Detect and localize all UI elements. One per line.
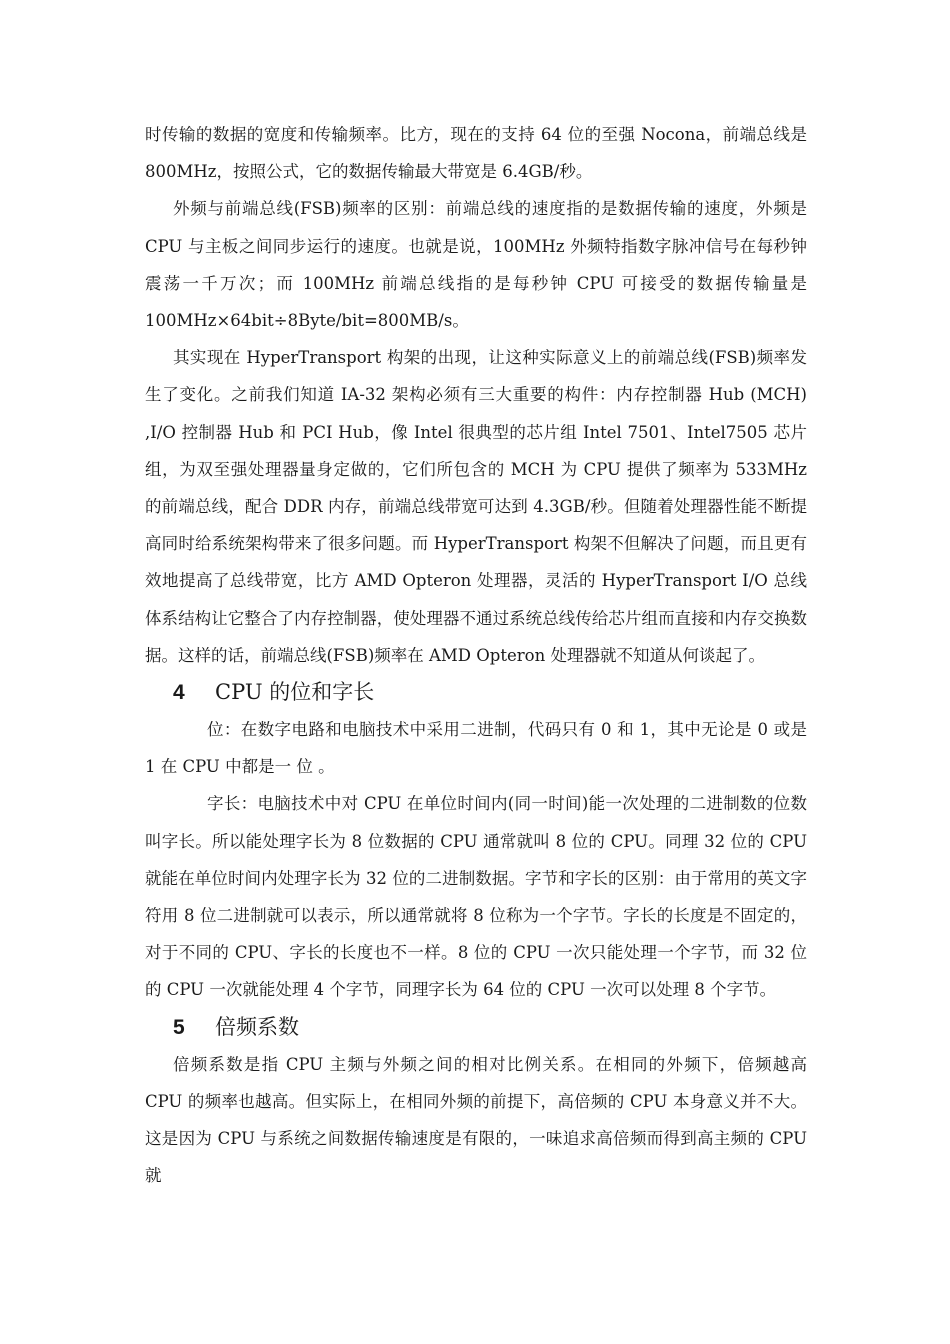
paragraph-multiplier: 倍频系数是指 CPU 主频与外频之间的相对比例关系。在相同的外频下，倍频越高 CPU 的频率也越高。但实际上，在相同外频的前提下，高倍频的 CPU 本身意义并不大。这是因为 CPU 与系统之间数据传输速度是有限的，一味追求高倍频而得到高主频的 CPU 就 [145, 1054, 807, 1186]
paragraph-word-length: 字长：电脑技术中对 CPU 在单位时间内(同一时间)能一次处理的二进制数的位数叫字长。所以能处理字长为 8 位数据的 CPU 通常就叫 8 位的 CPU。同理 32 位的 CPU 就能在单位时间内处理字长为 32 位的二进制数据。字节和字长的区别：由于常用的英文字符用 8 位二进制就可以表示，所以通常就将 8 位称为一个字节。字长的长度是不固定的，对于不同的 CPU、字长的长度也不一样。8 位的 CPU 一次只能处理一个字节，而 32 位的 CPU 一次就能处理 4 个字节，同理字长为 64 位的 CPU 一次可以处理 8 个字节。 [145, 794, 807, 1000]
paragraph-hypertransport: 其实现在 HyperTransport 构架的出现，让这种实际意义上的前端总线(FSB)频率发生了变化。之前我们知道 IA-32 架构必须有三大重要的构件：内存控制器 Hub (MCH) ,I/O 控制器 Hub 和 PCI Hub，像 Intel 很典型的芯片组 Intel 7501、Intel7505 芯片组，为双至强处理器量身定做的，它们所包含的 MCH 为 CPU 提供了频率为 533MHz 的前端总线，配合 DDR 内存，前端总线带宽可达到 4.3GB/秒。但随着处理器性能不断提高同时给系统架构带来了很多问题。而 HyperTransport 构架不但解决了问题，而且更有效地提高了总线带宽，比方 AMD Opteron 处理器，灵活的 HyperTransport I/O 总线体系结构让它整合了内存控制器，使处理器不通过系统总线传给芯片组而直接和内存交换数据。这样的话，前端总线(FSB)频率在 AMD Opteron 处理器就不知道从何谈起了。 [145, 348, 807, 665]
document-body [145, 116, 807, 1194]
section-title: CPU 的位和字长 [215, 680, 375, 705]
paragraph-fsb-bandwidth: 时传输的数据的宽度和传输频率。比方，现在的支持 64 位的至强 Nocona，前端总线是 800MHz，按照公式，它的数据传输最大带宽是 6.4GB/秒。 [145, 125, 807, 182]
paragraph-fsb-vs-external-clock: 外频与前端总线(FSB)频率的区别：前端总线的速度指的是数据传输的速度，外频是 CPU 与主板之间同步运行的速度。也就是说，100MHz 外频特指数字脉冲信号在每秒钟震荡一千万次；而 100MHz 前端总线指的是每秒钟 CPU 可接受的数据传输量是 100MHz×64bit÷8Byte/bit=800MB/s。 [145, 199, 807, 331]
section-heading-4 [145, 674, 807, 711]
section-title: 倍频系数 [215, 1014, 299, 1039]
paragraph-bit: 位：在数字电路和电脑技术中采用二进制，代码只有 0 和 1，其中无论是 0 或是 1 在 CPU 中都是一 位 。 [145, 720, 807, 777]
section-number: 4 [173, 681, 185, 705]
section-number: 5 [173, 1015, 185, 1039]
section-heading-5 [145, 1009, 807, 1046]
